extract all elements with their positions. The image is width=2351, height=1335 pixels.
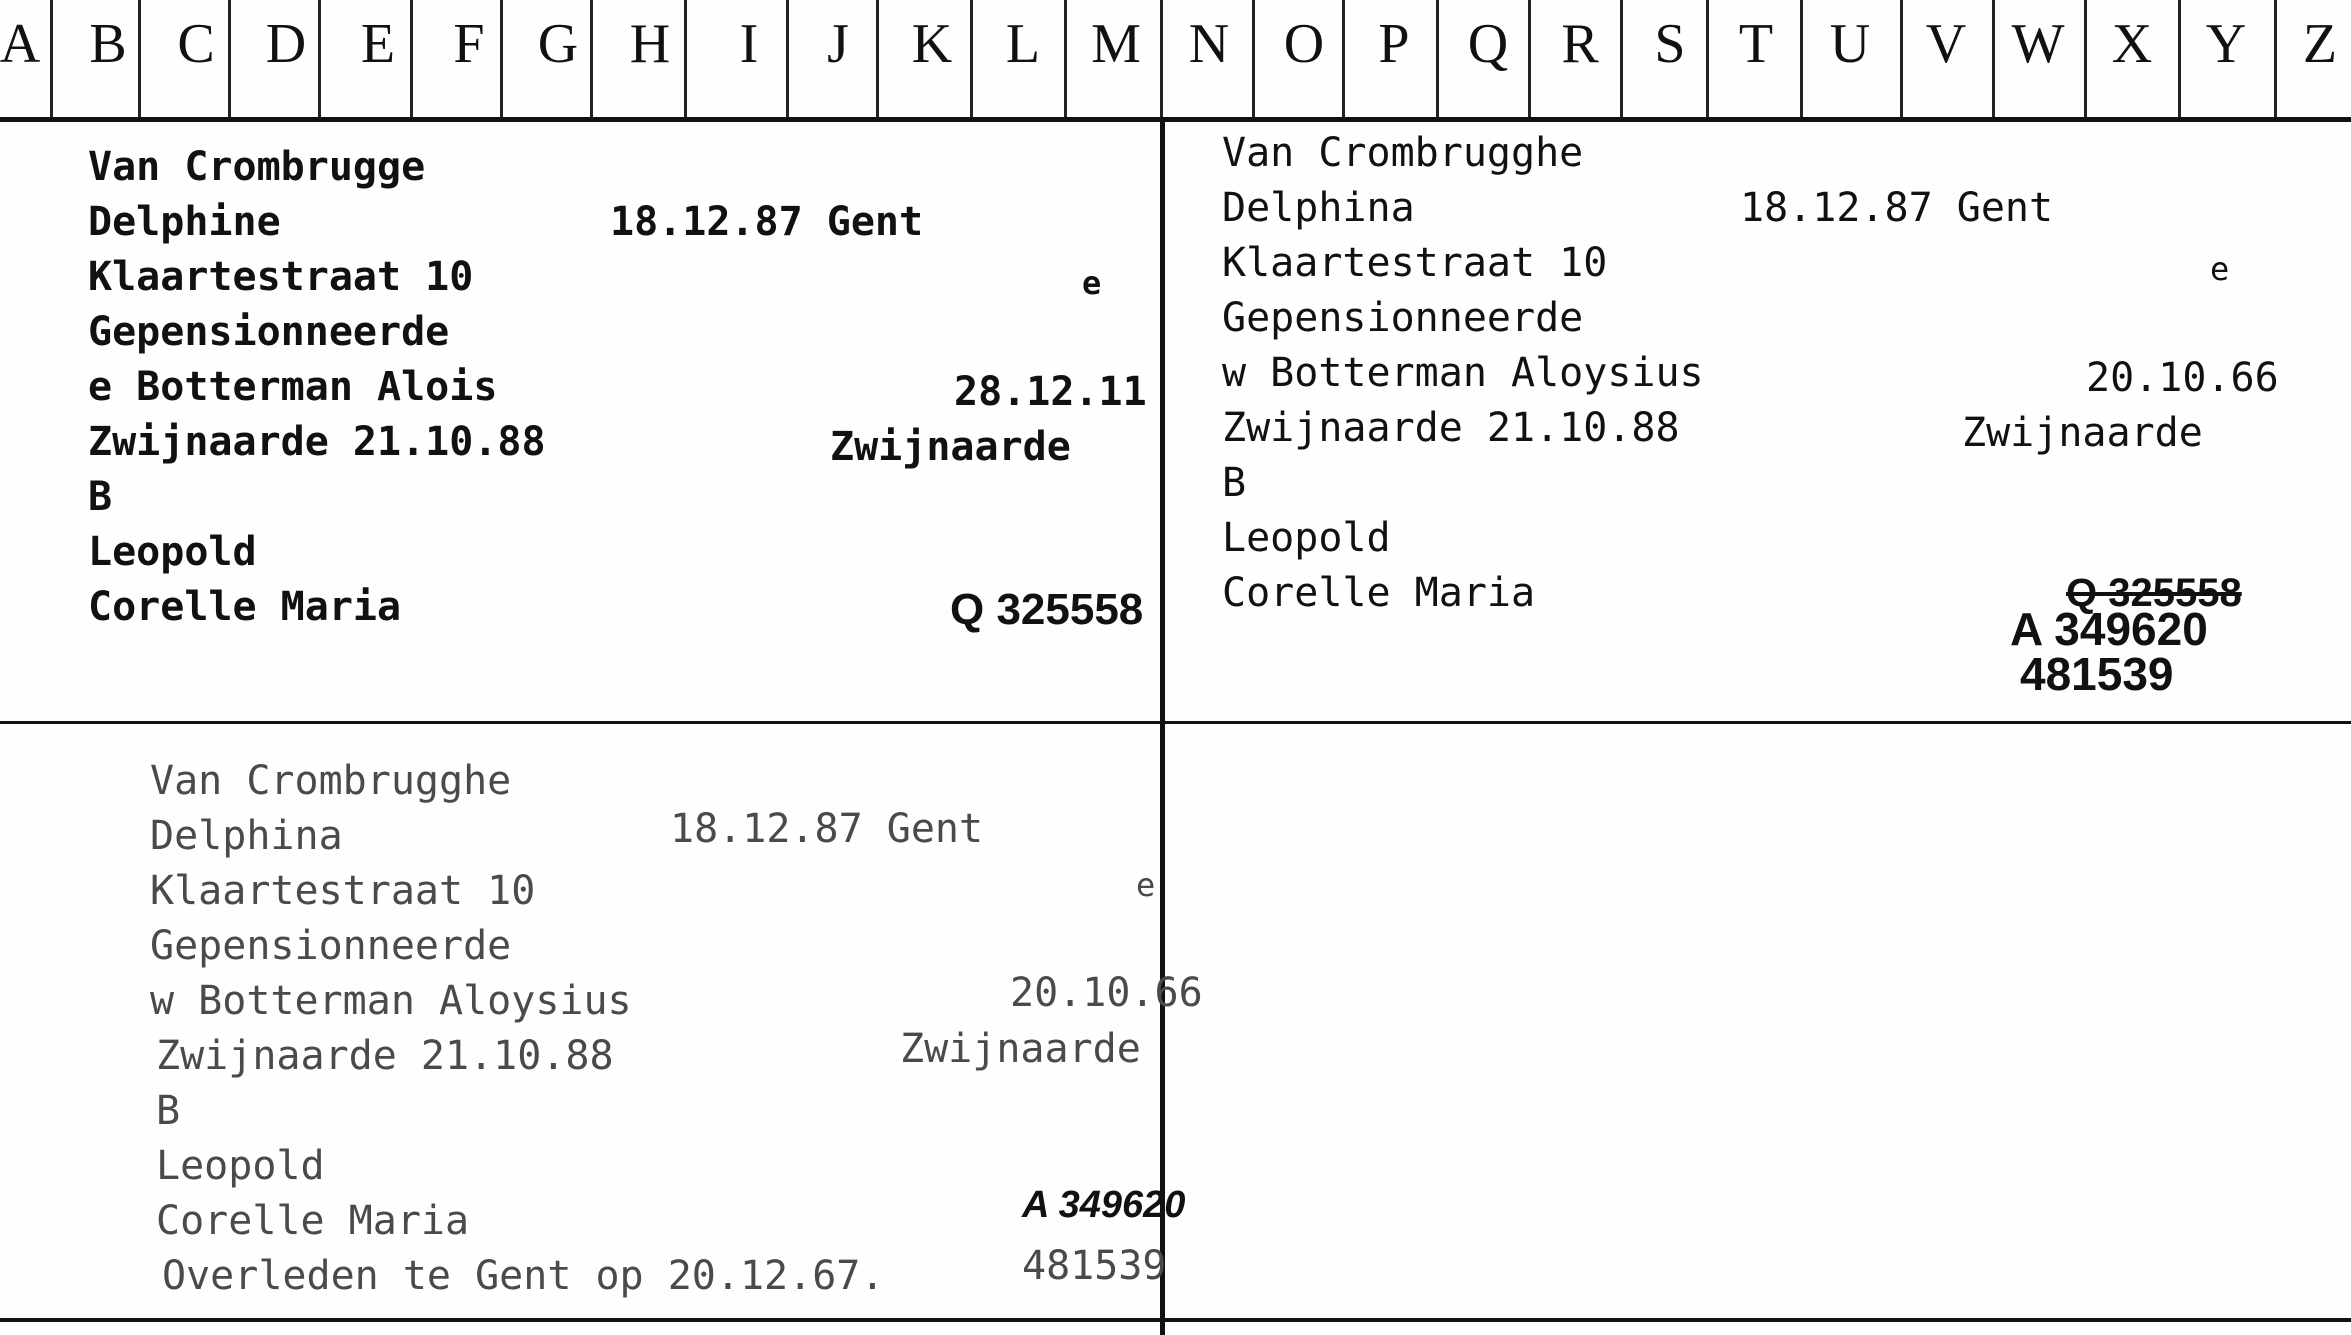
occupation: Gepensionneerde (1222, 295, 1584, 341)
first-name: Delphina (150, 813, 343, 859)
index-letter-j: J (827, 13, 849, 75)
street-address: Klaartestraat 10 (150, 868, 536, 914)
letter-code: B (88, 474, 113, 520)
surname: Van Crombrugghe (1222, 130, 1584, 176)
index-divider (1064, 0, 1067, 118)
index-letter-w: W (2011, 13, 2065, 75)
spouse-date: 20.10.66 (1010, 970, 1203, 1016)
letter-code: B (1222, 460, 1247, 506)
record-card-bottom-left (0, 724, 1203, 1316)
index-divider (786, 0, 789, 118)
empty-card-slot (1166, 724, 2351, 1316)
record-card-top-left (0, 122, 1158, 720)
registration: Zwijnaarde 21.10.88 (156, 1033, 614, 1079)
registration: Zwijnaarde 21.10.88 (88, 419, 546, 465)
index-divider (50, 0, 53, 118)
spouse: e Botterman Alois (88, 364, 498, 410)
spouse: w Botterman Aloysius (1222, 350, 1704, 396)
record-card-top-right (1166, 122, 2351, 720)
death-note: Overleden te Gent op 20.12.67. (162, 1253, 885, 1299)
index-divider (1528, 0, 1531, 118)
registration-place: Zwijnaarde (830, 424, 1071, 470)
index-letter-u: U (1829, 13, 1871, 75)
birth-date-place: 18.12.87 Gent (610, 199, 924, 245)
index-letter-l: L (1005, 13, 1041, 75)
mark: e (1136, 866, 1156, 904)
registration: Zwijnaarde 21.10.88 (1222, 405, 1680, 451)
index-letter-z: Z (2302, 13, 2338, 75)
index-divider (318, 0, 321, 118)
record-number-secondary: 481539 (2020, 648, 2174, 700)
index-divider (1160, 0, 1163, 118)
surname: Van Crombrugghe (150, 758, 512, 804)
index-divider (228, 0, 231, 118)
index-divider (138, 0, 141, 118)
father-name: Leopold (156, 1143, 325, 1189)
registration-place: Zwijnaarde (900, 1026, 1141, 1072)
street-address: Klaartestraat 10 (88, 254, 474, 300)
index-divider (2274, 0, 2277, 118)
index-divider (1620, 0, 1623, 118)
index-divider (1252, 0, 1255, 118)
record-number: A 349620 (2010, 603, 2208, 655)
letter-code: B (156, 1088, 181, 1134)
index-letter-o: O (1283, 13, 1325, 75)
occupation: Gepensionneerde (88, 309, 450, 355)
index-letter-e: E (360, 13, 396, 75)
record-number: A 349620 (1022, 1184, 1186, 1226)
index-divider (2084, 0, 2087, 118)
index-letter-k: K (911, 13, 953, 75)
index-letter-x: X (2111, 13, 2153, 75)
index-letter-y: Y (2205, 13, 2247, 75)
record-number: Q 325558 (950, 585, 1144, 634)
index-divider (684, 0, 687, 118)
record-number-struck: Q 325558 (2066, 571, 2242, 615)
first-name: Delphine (88, 199, 281, 245)
alphabet-index (0, 0, 2351, 120)
index-letter-c: C (177, 13, 215, 75)
index-divider (590, 0, 593, 118)
index-letter-p: P (1378, 13, 1410, 75)
registration-place: Zwijnaarde (1962, 410, 2203, 456)
record-number-secondary: 481539 (1022, 1243, 1167, 1289)
index-letter-t: T (1738, 13, 1774, 75)
index-letter-b: B (89, 13, 127, 75)
index-letter-a: A (0, 13, 41, 75)
occupation: Gepensionneerde (150, 923, 512, 969)
index-letter-m: M (1091, 13, 1141, 75)
spouse: w Botterman Aloysius (150, 978, 632, 1024)
birth-date-place: 18.12.87 Gent (670, 806, 984, 852)
mark: e (2210, 250, 2230, 288)
index-letter-q: Q (1467, 13, 1509, 75)
index-divider (1706, 0, 1709, 118)
birth-date-place: 18.12.87 Gent (1740, 185, 2054, 231)
index-divider (1900, 0, 1903, 118)
index-divider (410, 0, 413, 118)
bottom-rule (0, 1318, 2351, 1322)
index-divider (1800, 0, 1803, 118)
mother-name: Corelle Maria (156, 1198, 470, 1244)
index-letter-f: F (453, 13, 485, 75)
father-name: Leopold (88, 529, 257, 575)
index-letter-i: I (739, 13, 759, 75)
index-divider (500, 0, 503, 118)
index-letter-h: H (629, 13, 671, 75)
index-letter-n: N (1188, 13, 1230, 75)
index-letter-g: G (537, 13, 579, 75)
index-letter-v: V (1925, 13, 1967, 75)
index-letter-r: R (1561, 13, 1599, 75)
father-name: Leopold (1222, 515, 1391, 561)
index-divider (1992, 0, 1995, 118)
street-address: Klaartestraat 10 (1222, 240, 1608, 286)
index-letter-s: S (1654, 13, 1686, 75)
spouse-date: 28.12.11 (954, 369, 1147, 415)
spouse-date: 20.10.66 (2086, 355, 2279, 401)
mother-name: Corelle Maria (88, 584, 402, 630)
index-divider (2178, 0, 2181, 118)
index-divider (876, 0, 879, 118)
mother-name: Corelle Maria (1222, 570, 1536, 616)
mark: e (1082, 264, 1102, 302)
column-divider (1160, 122, 1165, 1335)
index-divider (1436, 0, 1439, 118)
index-divider (1342, 0, 1345, 118)
index-letter-d: D (265, 13, 307, 75)
first-name: Delphina (1222, 185, 1415, 231)
surname: Van Crombrugge (88, 144, 426, 190)
index-divider (970, 0, 973, 118)
